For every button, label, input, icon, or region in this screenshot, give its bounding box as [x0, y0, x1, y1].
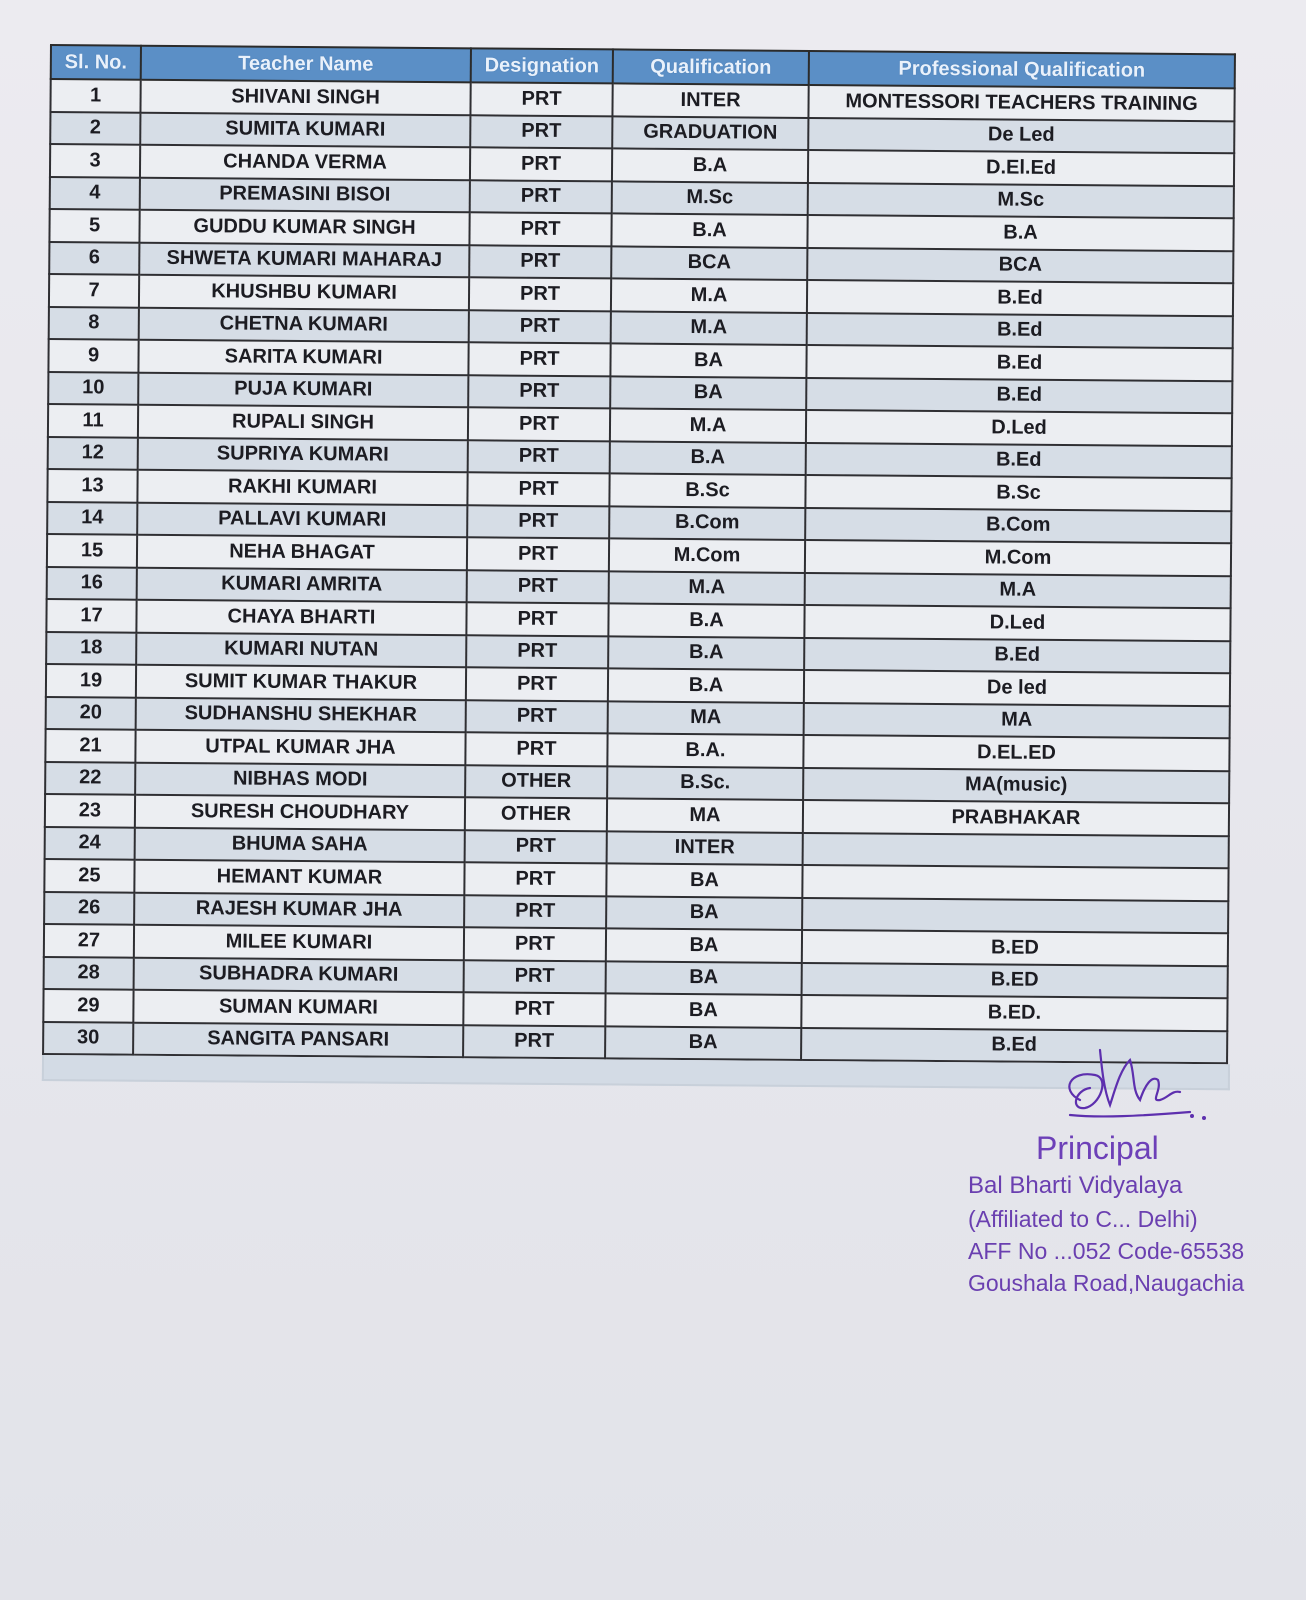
cell-sl-no: 4: [50, 177, 140, 210]
cell-professional-qualification: B.Ed: [807, 280, 1233, 316]
cell-professional-qualification: B.Ed: [804, 637, 1230, 673]
cell-professional-qualification: B.Ed: [807, 312, 1233, 348]
cell-teacher-name: BHUMA SAHA: [135, 827, 465, 862]
cell-sl-no: 9: [48, 339, 138, 372]
cell-teacher-name: RAKHI KUMARI: [137, 470, 467, 505]
cell-professional-qualification: PRABHAKAR: [803, 800, 1229, 836]
cell-qualification: BA: [606, 961, 802, 995]
cell-teacher-name: NIBHAS MODI: [135, 762, 465, 797]
cell-sl-no: 24: [45, 826, 135, 859]
cell-teacher-name: SHWETA KUMARI MAHARAJ: [139, 242, 469, 277]
cell-qualification: BA: [606, 863, 802, 897]
cell-professional-qualification: B.Ed: [806, 377, 1232, 413]
cell-sl-no: 11: [48, 404, 138, 437]
cell-designation: PRT: [466, 667, 608, 701]
cell-professional-qualification: MA: [804, 702, 1230, 738]
cell-teacher-name: RAJESH KUMAR JHA: [134, 892, 464, 927]
cell-sl-no: 20: [46, 696, 136, 729]
header-sl-no: Sl. No.: [51, 45, 141, 80]
cell-professional-qualification: BCA: [807, 247, 1233, 283]
cell-designation: PRT: [469, 277, 611, 311]
cell-teacher-name: SUPRIYA KUMARI: [138, 437, 468, 472]
cell-sl-no: 3: [50, 144, 140, 177]
stamp-aff-no: AFF No ...052 Code-65538: [968, 1238, 1245, 1264]
cell-qualification: B.A: [608, 603, 804, 637]
cell-qualification: BA: [610, 343, 806, 377]
cell-teacher-name: SUMAN KUMARI: [133, 990, 463, 1025]
cell-designation: PRT: [463, 992, 605, 1026]
cell-teacher-name: CHANDA VERMA: [140, 145, 470, 180]
cell-qualification: BA: [605, 993, 801, 1027]
stamp-school: Bal Bharti Vidyalaya: [968, 1172, 1183, 1199]
cell-sl-no: 29: [43, 989, 133, 1022]
cell-designation: PRT: [467, 537, 609, 571]
cell-teacher-name: SUDHANSHU SHEKHAR: [136, 697, 466, 732]
cell-qualification: BA: [605, 1026, 801, 1060]
header-qualification: Qualification: [613, 49, 809, 85]
cell-designation: PRT: [468, 375, 610, 409]
cell-sl-no: 25: [44, 859, 134, 892]
stamp-affiliation: (Affiliated to C... Delhi): [968, 1206, 1198, 1232]
cell-sl-no: 23: [45, 794, 135, 827]
cell-sl-no: 16: [47, 566, 137, 599]
cell-designation: PRT: [469, 310, 611, 344]
cell-sl-no: 7: [49, 274, 139, 307]
cell-sl-no: 10: [48, 371, 138, 404]
cell-professional-qualification: B.A: [807, 215, 1233, 251]
cell-designation: PRT: [466, 602, 608, 636]
cell-professional-qualification: MONTESSORI TEACHERS TRAINING: [808, 85, 1234, 121]
cell-sl-no: 2: [50, 112, 140, 145]
cell-qualification: BA: [606, 896, 802, 930]
cell-professional-qualification: B.Sc: [805, 475, 1231, 511]
cell-qualification: M.A: [611, 278, 807, 312]
stamp-title: Principal: [1036, 1130, 1159, 1166]
cell-sl-no: 30: [43, 1021, 133, 1054]
cell-sl-no: 6: [49, 242, 139, 275]
cell-qualification: B.A: [610, 441, 806, 475]
cell-designation: PRT: [469, 245, 611, 279]
cell-teacher-name: SUBHADRA KUMARI: [134, 957, 464, 992]
cell-professional-qualification: B.Ed: [806, 345, 1232, 381]
cell-teacher-name: PALLAVI KUMARI: [137, 502, 467, 537]
cell-qualification: B.Com: [609, 506, 805, 540]
cell-sl-no: 17: [46, 599, 136, 632]
cell-teacher-name: NEHA BHAGAT: [137, 535, 467, 570]
cell-professional-qualification: M.A: [805, 572, 1231, 608]
cell-qualification: M.A: [611, 311, 807, 345]
cell-designation: PRT: [469, 212, 611, 246]
cell-sl-no: 22: [45, 761, 135, 794]
cell-qualification: BA: [610, 376, 806, 410]
cell-professional-qualification: MA(music): [803, 767, 1229, 803]
cell-sl-no: 19: [46, 664, 136, 697]
cell-teacher-name: CHAYA BHARTI: [136, 600, 466, 635]
cell-designation: PRT: [468, 440, 610, 474]
cell-professional-qualification: De led: [804, 670, 1230, 706]
cell-professional-qualification: [803, 832, 1229, 868]
cell-qualification: M.Sc: [612, 181, 808, 215]
teacher-list-sheet: [42, 44, 1234, 1090]
cell-professional-qualification: D.Led: [804, 605, 1230, 641]
cell-designation: PRT: [468, 407, 610, 441]
cell-teacher-name: SHIVANI SINGH: [140, 80, 470, 115]
cell-teacher-name: SUMIT KUMAR THAKUR: [136, 665, 466, 700]
header-professional-qualification: Professional Qualification: [809, 51, 1235, 88]
cell-teacher-name: SANGITA PANSARI: [133, 1022, 463, 1057]
cell-sl-no: 18: [46, 631, 136, 664]
cell-professional-qualification: D.El.Ed: [808, 150, 1234, 186]
cell-qualification: BA: [606, 928, 802, 962]
cell-professional-qualification: D.Led: [806, 410, 1232, 446]
cell-designation: PRT: [470, 82, 612, 116]
cell-qualification: B.A: [608, 636, 804, 670]
cell-teacher-name: HEMANT KUMAR: [134, 860, 464, 895]
cell-designation: PRT: [464, 895, 606, 929]
cell-teacher-name: SUMITA KUMARI: [140, 112, 470, 147]
cell-designation: PRT: [467, 505, 609, 539]
cell-teacher-name: GUDDU KUMAR SINGH: [139, 210, 469, 245]
cell-qualification: MA: [608, 701, 804, 735]
cell-designation: PRT: [466, 635, 608, 669]
table-body: [43, 79, 1235, 1063]
cell-sl-no: 28: [44, 956, 134, 989]
cell-sl-no: 12: [48, 436, 138, 469]
cell-professional-qualification: B.Ed: [801, 1027, 1227, 1063]
cell-teacher-name: KUMARI NUTAN: [136, 632, 466, 667]
teacher-table: [42, 44, 1236, 1064]
cell-sl-no: 21: [45, 729, 135, 762]
cell-professional-qualification: [802, 865, 1228, 901]
cell-qualification: B.A: [612, 148, 808, 182]
cell-professional-qualification: [802, 897, 1228, 933]
cell-qualification: GRADUATION: [612, 116, 808, 150]
cell-sl-no: 8: [49, 306, 139, 339]
cell-designation: PRT: [464, 862, 606, 896]
cell-designation: PRT: [470, 180, 612, 214]
cell-teacher-name: PREMASINI BISOI: [140, 177, 470, 212]
cell-professional-qualification: M.Sc: [808, 182, 1234, 218]
header-designation: Designation: [471, 48, 613, 83]
cell-qualification: B.A.: [607, 733, 803, 767]
cell-qualification: MA: [607, 798, 803, 832]
cell-qualification: M.A: [609, 571, 805, 605]
cell-qualification: B.Sc.: [607, 766, 803, 800]
cell-designation: PRT: [467, 570, 609, 604]
stamp-address: Goushala Road,Naugachia: [968, 1270, 1245, 1296]
cell-sl-no: 15: [47, 534, 137, 567]
cell-qualification: B.A: [611, 213, 807, 247]
cell-professional-qualification: De Led: [808, 117, 1234, 153]
cell-sl-no: 27: [44, 924, 134, 957]
cell-professional-qualification: D.EL.ED: [803, 735, 1229, 771]
cell-teacher-name: RUPALI SINGH: [138, 405, 468, 440]
cell-designation: PRT: [470, 147, 612, 181]
cell-professional-qualification: B.ED: [802, 962, 1228, 998]
cell-qualification: INTER: [612, 83, 808, 117]
cell-teacher-name: SURESH CHOUDHARY: [135, 795, 465, 830]
cell-teacher-name: MILEE KUMARI: [134, 925, 464, 960]
cell-designation: PRT: [463, 1025, 605, 1059]
cell-teacher-name: KHUSHBU KUMARI: [139, 275, 469, 310]
cell-qualification: M.Com: [609, 538, 805, 572]
cell-designation: PRT: [464, 927, 606, 961]
cell-professional-qualification: B.ED: [802, 930, 1228, 966]
cell-qualification: INTER: [607, 831, 803, 865]
cell-sl-no: 13: [47, 469, 137, 502]
cell-designation: PRT: [468, 342, 610, 376]
cell-professional-qualification: M.Com: [805, 540, 1231, 576]
cell-designation: OTHER: [465, 765, 607, 799]
cell-sl-no: 14: [47, 501, 137, 534]
cell-qualification: BCA: [611, 246, 807, 280]
cell-sl-no: 1: [50, 79, 140, 112]
signature-icon: [1040, 1030, 1220, 1140]
cell-qualification: M.A: [610, 408, 806, 442]
cell-qualification: B.Sc: [609, 473, 805, 507]
cell-designation: PRT: [465, 732, 607, 766]
cell-professional-qualification: B.Ed: [806, 442, 1232, 478]
cell-sl-no: 26: [44, 891, 134, 924]
cell-designation: PRT: [470, 115, 612, 149]
cell-professional-qualification: B.ED.: [801, 995, 1227, 1031]
cell-teacher-name: UTPAL KUMAR JHA: [135, 730, 465, 765]
cell-designation: PRT: [466, 700, 608, 734]
cell-designation: PRT: [464, 960, 606, 994]
header-teacher-name: Teacher Name: [141, 46, 471, 83]
cell-teacher-name: PUJA KUMARI: [138, 372, 468, 407]
cell-teacher-name: KUMARI AMRITA: [137, 567, 467, 602]
cell-professional-qualification: B.Com: [805, 507, 1231, 543]
cell-qualification: B.A: [608, 668, 804, 702]
cell-teacher-name: CHETNA KUMARI: [139, 307, 469, 342]
cell-designation: PRT: [467, 472, 609, 506]
cell-sl-no: 5: [49, 209, 139, 242]
cell-teacher-name: SARITA KUMARI: [138, 340, 468, 375]
cell-designation: PRT: [465, 830, 607, 864]
cell-designation: OTHER: [465, 797, 607, 831]
